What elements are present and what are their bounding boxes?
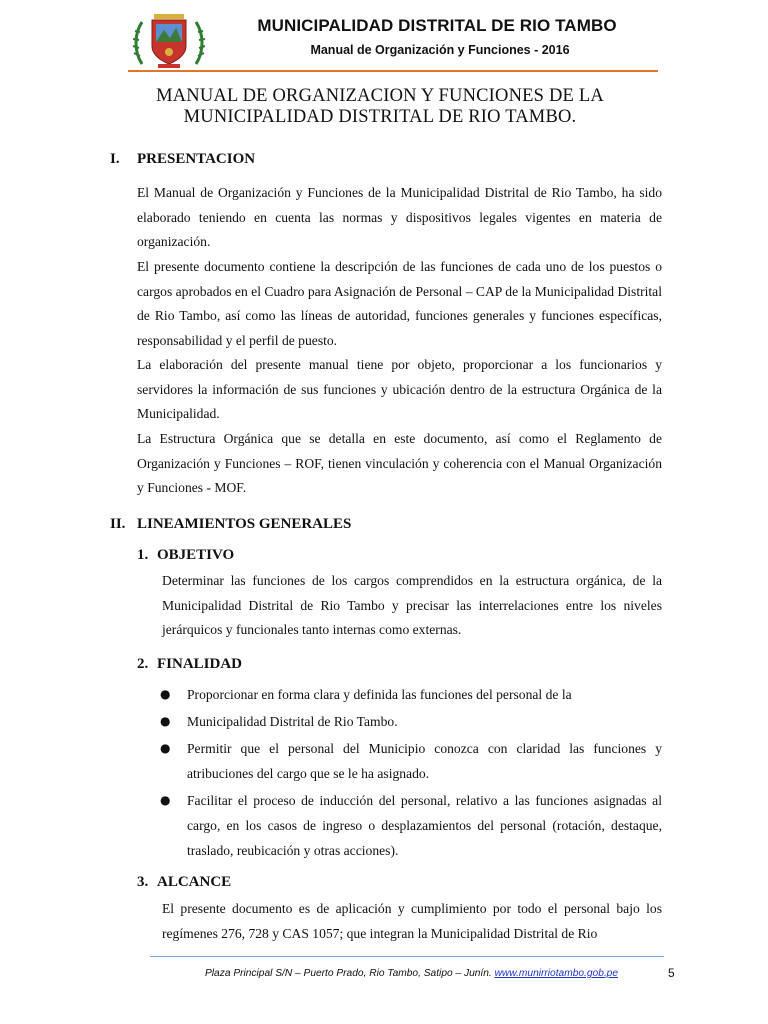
- alcance-paragraph: El presente documento es de aplicación y cumplimiento por todo el personal bajo los regímenes 276, 728 y CAS 1057; que integran la Municipalidad Distrital de Rio: [162, 901, 662, 941]
- footer-website-link[interactable]: www.munirriotambo.gob.pe: [494, 968, 619, 979]
- page-number: 5: [668, 966, 675, 980]
- subsection-number: 2.: [137, 656, 149, 672]
- finalidad-bullet-list: [160, 682, 662, 865]
- subsection-title: ALCANCE: [157, 874, 232, 890]
- document-title-line-1: MANUAL DE ORGANIZACION Y FUNCIONES DE LA: [156, 86, 604, 106]
- section-number: II.: [110, 516, 126, 532]
- objetivo-paragraph: Determinar las funciones de los cargos comprendidos en la estructura orgánica, de la Municipalidad Distrital de Rio Tambo y precisar las interrelaciones entre los niveles jerárquicos y funcionales tanto internas como externas.: [162, 573, 662, 637]
- bullet-icon: ●: [160, 741, 171, 755]
- presentacion-paragraph-1: El Manual de Organización y Funciones de la Municipalidad Distrital de Rio Tambo, ha sido elaborado teniendo en cuenta las normas y dispositivos legales vigentes en materia de organización.: [137, 185, 662, 249]
- footer-address: Plaza Principal S/N – Puerto Prado, Rio Tambo, Satipo – Junín.: [205, 968, 492, 979]
- header-divider: [128, 70, 658, 72]
- section-title: LINEAMIENTOS GENERALES: [137, 516, 352, 532]
- subsection-number: 3.: [137, 874, 149, 890]
- header-subtitle: Manual de Organización y Funciones - 2016: [310, 43, 570, 57]
- list-item: [160, 709, 662, 734]
- footer: [205, 968, 645, 979]
- municipal-crest-icon: [132, 12, 206, 70]
- list-item-text: Permitir que el personal del Municipio conozca con claridad las funciones y atribuciones del cargo que se le ha asignado.: [187, 741, 662, 781]
- subsection-title: OBJETIVO: [157, 547, 235, 563]
- list-item-text: Proporcionar en forma clara y definida las funciones del personal de la: [187, 687, 572, 702]
- list-item: [160, 788, 662, 863]
- presentacion-paragraph-2: El presente documento contiene la descripción de las funciones de cada uno de los puestos o cargos aprobados en el Cuadro para Asignación de Personal – CAP de la Municipalidad Distrital de Rio Tambo, así como las líneas de autoridad, funciones generales y funciones específicas, responsabilidad y el perfil de puesto.: [137, 259, 662, 348]
- subsection-title: FINALIDAD: [157, 656, 243, 672]
- bullet-icon: ●: [160, 687, 171, 701]
- header-title: MUNICIPALIDAD DISTRITAL DE RIO TAMBO: [257, 16, 617, 35]
- document-title: [120, 86, 640, 128]
- presentacion-paragraph-4: La Estructura Orgánica que se detalla en este documento, así como el Reglamento de Organización y Funciones – ROF, tienen vinculación y coherencia con el Manual Organización y Funciones - MOF.: [137, 431, 662, 495]
- list-item: [160, 736, 662, 786]
- document-title-line-2: MUNICIPALIDAD DISTRITAL DE RIO TAMBO.: [183, 107, 577, 127]
- subsection-number: 1.: [137, 547, 149, 563]
- list-item-text: Facilitar el proceso de inducción del personal, relativo a las funciones asignadas al cargo, en los casos de ingreso o desplazamientos del personal (rotación, destaque, traslado, reubicación y otras acciones).: [187, 793, 662, 858]
- bullet-icon: ●: [160, 714, 171, 728]
- section-title: PRESENTACION: [137, 151, 256, 167]
- list-item-text: Municipalidad Distrital de Rio Tambo.: [187, 714, 398, 729]
- footer-divider: [150, 956, 664, 957]
- presentacion-paragraph-3: La elaboración del presente manual tiene por objeto, proporcionar a los funcionarios y servidores la información de sus funciones y ubicación dentro de la estructura Orgánica de la Municipalidad.: [137, 357, 662, 421]
- bullet-icon: ●: [160, 793, 171, 807]
- list-item: [160, 682, 662, 707]
- section-number: I.: [110, 151, 120, 167]
